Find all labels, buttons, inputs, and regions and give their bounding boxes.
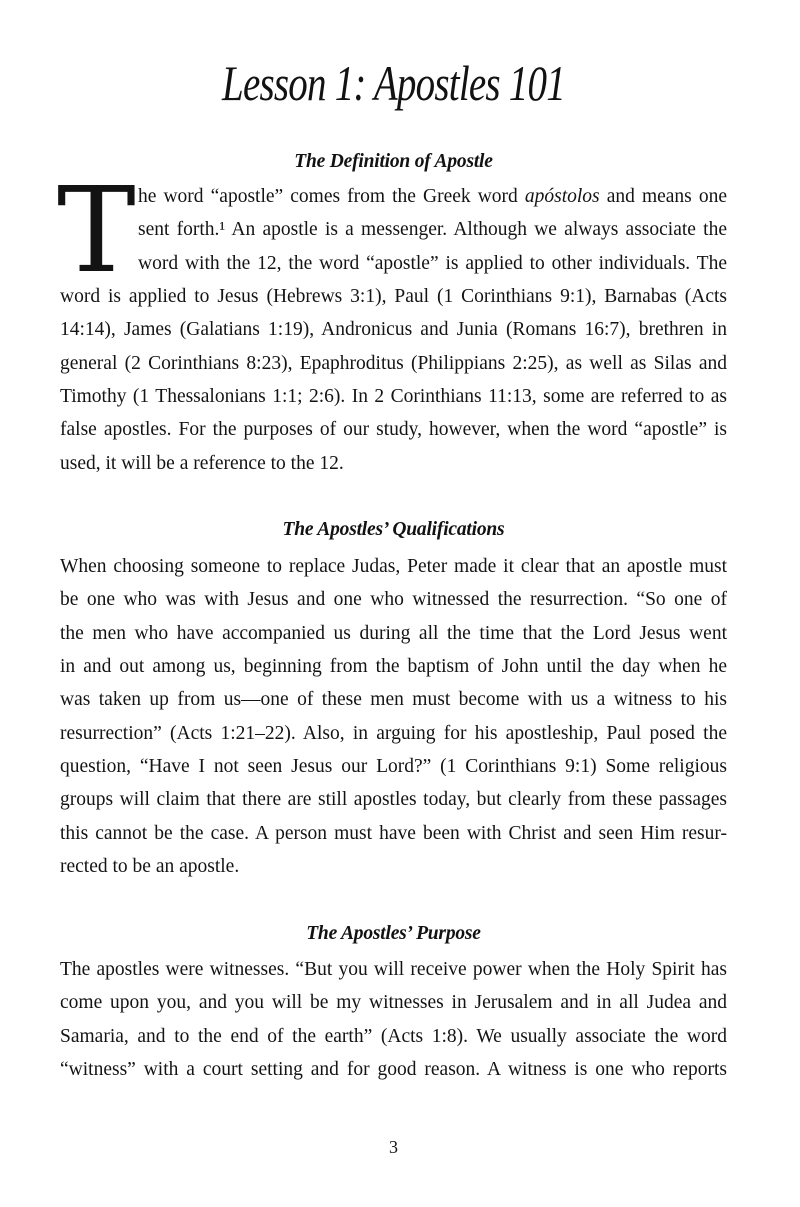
- text-line: word is applied to Jesus (Hebrews 3:1), Paul (1 Corinthians 9:1), Barnabas (Acts: [60, 286, 727, 308]
- text-line: When choosing someone to replace Judas, Peter made it clear that an apostle must: [60, 556, 727, 577]
- text-line: sent forth.¹ An apostle is a messenger. Although we always associate the: [138, 219, 727, 241]
- text-line: Samaria, and to the end of the earth” (Acts 1:8). We usually associate the word: [60, 1025, 727, 1047]
- text-line: false apostles. For the purposes of our study, however, when the word “apostle” is: [60, 419, 727, 441]
- text-line: was taken up from us—one of these men must become with us a witness to his: [60, 689, 727, 711]
- text-line: this cannot be the case. A person must have been with Christ and seen Him resur-: [60, 822, 727, 844]
- paragraph-apostles-purpose: [60, 953, 727, 1086]
- text-line: resurrection” (Acts 1:21–22). Also, in arguing for his apostleship, Paul posed the: [60, 722, 727, 744]
- text-line: used, it will be a reference to the 12.: [60, 452, 344, 474]
- text-line: The apostles were witnesses. “But you will receive power when the Holy Spirit has: [60, 959, 727, 980]
- drop-cap-letter: T: [57, 161, 136, 299]
- text-line: be one who was with Jesus and one who witnessed the resurrection. “So one of: [60, 589, 727, 611]
- text-line: come upon you, and you will be my witnesses in Jerusalem and in all Judea and: [60, 992, 727, 1014]
- text-line: word with the 12, the word “apostle” is applied to other individuals. The: [138, 252, 727, 274]
- text-line: rected to be an apostle.: [60, 856, 240, 878]
- text-line: “witness” with a court setting and for good reason. A witness is one who reports: [60, 1059, 727, 1081]
- section-heading-apostles-purpose: The Apostles’ Purpose: [306, 923, 481, 944]
- section-heading-apostles-qualifications: The Apostles’ Qualifications: [282, 519, 505, 540]
- text-line: groups will claim that there are still apostles today, but clearly from these passages: [60, 789, 727, 811]
- text-line: the men who have accompanied us during all the time that the Lord Jesus went: [60, 622, 727, 644]
- text-line: Timothy (1 Thessalonians 1:1; 2:6). In 2 Corinthians 11:13, some are referred to as: [60, 386, 727, 408]
- paragraph-apostles-qualifications: [60, 550, 727, 883]
- page-number: 3: [389, 1137, 398, 1157]
- text-line: question, “Have I not seen Jesus our Lord?” (1 Corinthians 9:1) Some religious: [60, 756, 727, 778]
- section-heading-definition-of-apostle: The Definition of Apostle: [294, 151, 493, 172]
- text-line: 14:14), James (Galatians 1:19), Andronicus and Junia (Romans 16:7), brethren in: [60, 319, 727, 341]
- page-title: Lesson 1: Apostles 101: [222, 55, 565, 111]
- text-line: he word “apostle” comes from the Greek word apóstolos and means one: [138, 186, 727, 207]
- paragraph-definition-of-apostle: [60, 180, 727, 480]
- text-line: general (2 Corinthians 8:23), Epaphroditus (Philippians 2:25), as well as Silas and: [60, 352, 727, 374]
- text-line: in and out among us, beginning from the baptism of John until the day when he: [60, 656, 727, 678]
